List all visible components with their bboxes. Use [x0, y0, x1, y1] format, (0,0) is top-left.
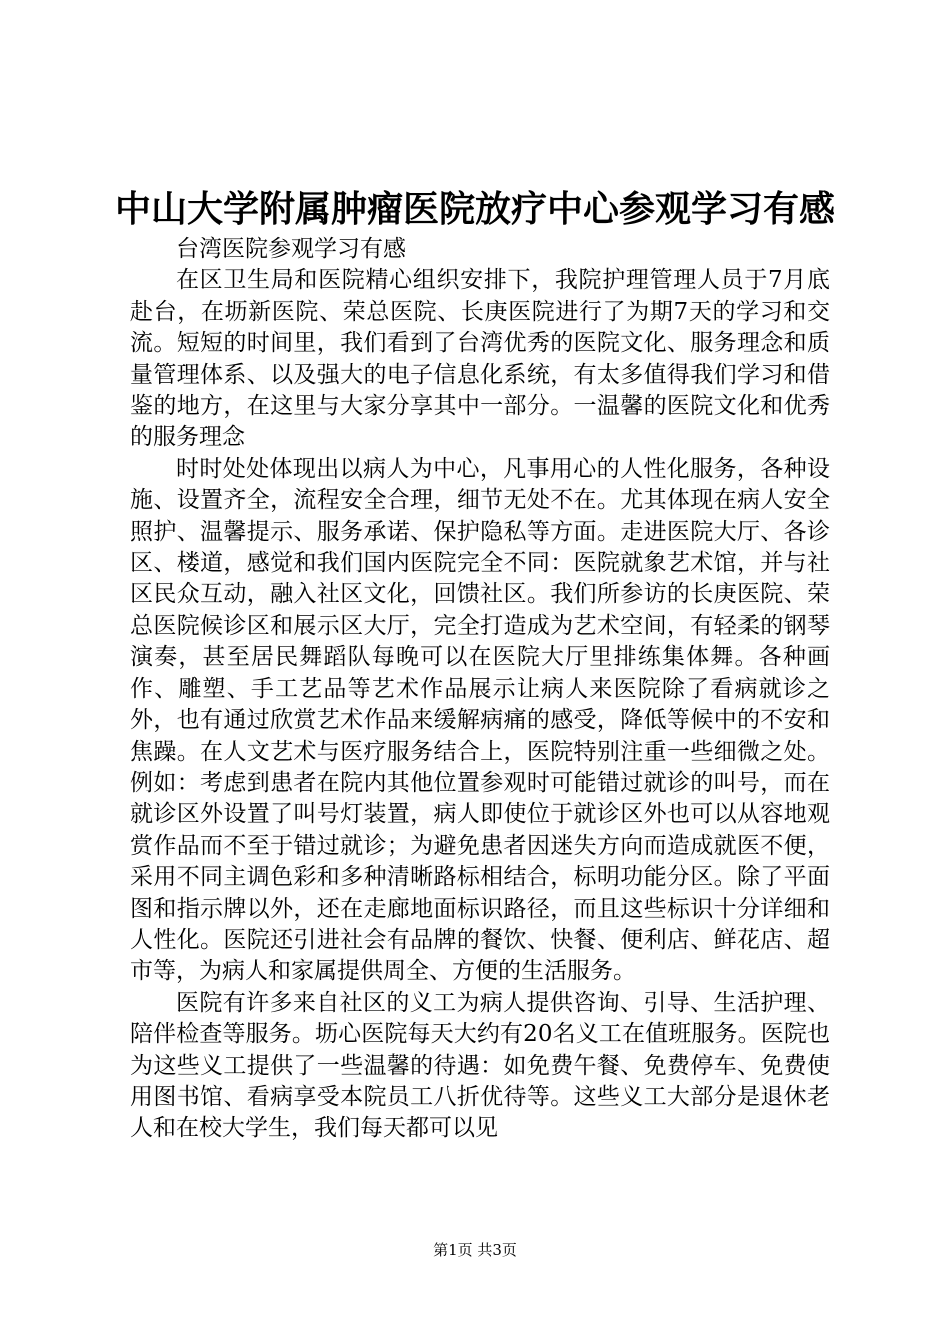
- subtitle-paragraph: 台湾医院参观学习有感: [176, 236, 406, 262]
- paragraph-1: 在区卫生局和医院精心组织安排下，我院护理管理人员于7月底赴台，在坜新医院、荣总医院、长庚医院进行了为期7天的学习和交流。短短的时间里，我们看到了台湾优秀的医院文化、服务理念和质量管理体系、以及强大的电子信息化系统，有太多值得我们学习和借鉴的地方，在这里与大家分享其中一部分。一温馨的医院文化和优秀的服务理念: [130, 267, 830, 451]
- document-body: [130, 234, 830, 1145]
- paragraph-2: 时时处处体现出以病人为中心，凡事用心的人性化服务，各种设施、设置齐全，流程安全合理，细节无处不在。尤其体现在病人安全照护、温馨提示、服务承诺、保护隐私等方面。走进医院大厅、各诊区、楼道，感觉和我们国内医院完全不同：医院就象艺术馆，并与社区民众互动，融入社区文化，回馈社区。我们所参访的长庚医院、荣总医院候诊区和展示区大厅，完全打造成为艺术空间，有轻柔的钢琴演奏，甚至居民舞蹈队每晚可以在医院大厅里排练集体舞。各种画作、雕塑、手工艺品等艺术作品展示让病人来医院除了看病就诊之外，也有通过欣赏艺术作品来缓解病痛的感受，降低等候中的不安和焦躁。在人文艺术与医疗服务结合上，医院特别注重一些细微之处。例如：考虑到患者在院内其他位置参观时可能错过就诊的叫号，而在就诊区外设置了叫号灯装置，病人即使位于就诊区外也可以从容地观赏作品而不至于错过就诊；为避免患者因迷失方向而造成就医不便，采用不同主调色彩和多种清晰路标相结合，标明功能分区。除了平面图和指示牌以外，还在走廊地面标识路径，而且这些标识十分详细和人性化。医院还引进社会有品牌的餐饮、快餐、便利店、鲜花店、超市等，为病人和家属提供周全、方便的生活服务。: [130, 455, 830, 985]
- page-footer: 第1页 共3页: [433, 1241, 517, 1259]
- paragraph-3: 医院有许多来自社区的义工为病人提供咨询、引导、生活护理、陪伴检查等服务。坜心医院每天大约有20名义工在值班服务。医院也为这些义工提供了一些温馨的待遇：如免费午餐、免费停车、免费使用图书馆、看病享受本院员工八折优待等。这些义工大部分是退休老人和在校大学生，我们每天都可以见: [130, 989, 830, 1142]
- document-title: 中山大学附属肿瘤医院放疗中心参观学习有感: [114, 189, 835, 230]
